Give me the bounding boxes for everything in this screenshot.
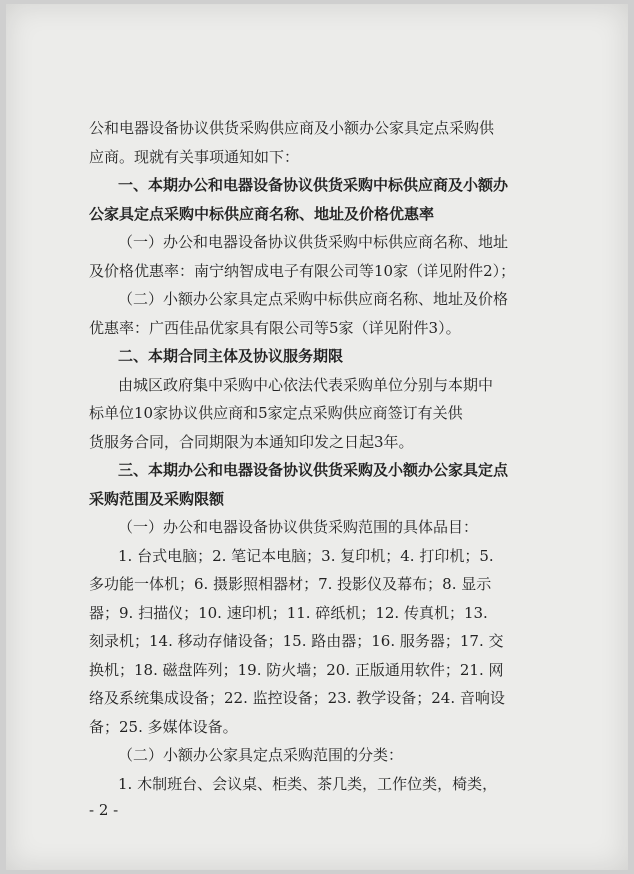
body-text-line: 公和电器设备协议供货采购供应商及小额办公家具定点采购供 <box>89 119 495 137</box>
section-heading: 三、本期办公和电器设备协议供货采购及小额办公家具定点 <box>118 461 509 479</box>
body-text-line: 由城区政府集中采购中心依法代表采购单位分别与本期中 <box>118 375 494 394</box>
body-text-line: 1. 台式电脑；2. 笔记本电脑；3. 复印机；4. 打印机；5. <box>118 546 494 565</box>
body-text-line: 多功能一体机；6. 摄影照相器材；7. 投影仪及幕布；8. 显示 <box>89 575 492 593</box>
body-text-line: 1. 木制班台、会议桌、柜类、茶几类，工作位类，椅类， <box>118 774 498 793</box>
body-text-line: 货服务合同，合同期限为本通知印发之日起3年。 <box>89 432 414 451</box>
body-text-line: 备；25. 多媒体设备。 <box>89 717 238 736</box>
section-heading: 公家具定点采购中标供应商名称、地址及价格优惠率 <box>89 204 435 223</box>
body-text-line: （二）小额办公家具定点采购中标供应商名称、地址及价格 <box>118 290 509 308</box>
body-text-line: 刻录机；14. 移动存储设备；15. 路由器；16. 服务器；17. 交 <box>89 632 504 650</box>
section-heading: 二、本期合同主体及协议服务期限 <box>118 347 344 365</box>
body-text-line: 应商。现就有关事项通知如下： <box>89 147 300 166</box>
body-text-line: 标单位10家协议供应商和5家定点采购供应商签订有关供 <box>89 404 463 422</box>
body-text-line: 及价格优惠率：南宁纳智成电子有限公司等10家（详见附件2）； <box>89 261 516 280</box>
body-text-line: （一）办公和电器设备协议供货采购范围的具体品目： <box>118 518 479 536</box>
body-text-line: 器；9. 扫描仪；10. 速印机；11. 碎纸机；12. 传真机；13. <box>89 603 488 622</box>
section-heading: 采购范围及采购限额 <box>89 489 225 508</box>
section-heading: 一、本期办公和电器设备协议供货采购中标供应商及小额办 <box>118 176 509 194</box>
body-text-line: （二）小额办公家具定点采购范围的分类： <box>118 746 404 764</box>
body-text-line: （一）办公和电器设备协议供货采购中标供应商名称、地址 <box>118 233 509 251</box>
body-text-line: 络及系统集成设备；22. 监控设备；23. 教学设备；24. 音响设 <box>89 689 505 707</box>
page-number: - 2 - <box>89 801 119 819</box>
body-text-line: 换机；18. 磁盘阵列；19. 防火墙；20. 正版通用软件；21. 网 <box>89 660 504 679</box>
body-text-line: 优惠率：广西佳品优家具有限公司等5家（详见附件3）。 <box>89 318 461 337</box>
